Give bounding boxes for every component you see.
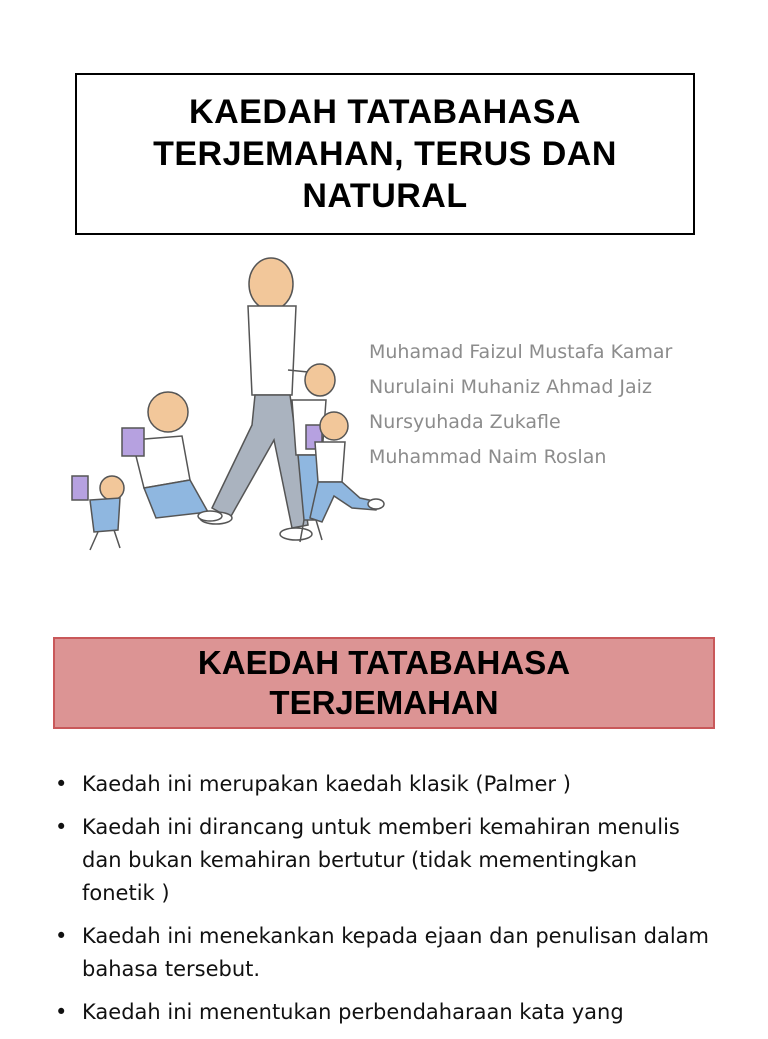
bullet-dot: • bbox=[55, 924, 68, 948]
bullet-text: Kaedah ini dirancang untuk memberi kemahiran menulis dan bukan kemahiran bertutur (tidak mementingkan fonetik ) bbox=[82, 815, 680, 905]
bullet-text: Kaedah ini menentukan perbendaharaan kata yang bbox=[82, 1000, 624, 1024]
woman-figure bbox=[122, 392, 222, 521]
bullet-dot: • bbox=[55, 815, 68, 839]
bullet-item bbox=[55, 811, 715, 910]
author-list bbox=[369, 335, 672, 475]
bullet-item bbox=[55, 768, 715, 801]
author-name: Nursyuhada Zukafle bbox=[369, 411, 561, 433]
man-figure bbox=[200, 258, 318, 540]
bullet-text: Kaedah ini menekankan kepada ejaan dan penulisan dalam bahasa tersebut. bbox=[82, 924, 710, 981]
bullet-item bbox=[55, 996, 715, 1029]
bullet-dot: • bbox=[55, 1000, 68, 1024]
section-heading: KAEDAH TATABAHASA TERJEMAHAN bbox=[197, 644, 571, 721]
bullet-list bbox=[55, 768, 715, 1039]
walking-family-illustration bbox=[60, 250, 400, 570]
bullet-item bbox=[55, 920, 715, 986]
author-name: Muhammad Naim Roslan bbox=[369, 446, 607, 468]
author-name: Nurulaini Muhaniz Ahmad Jaiz bbox=[369, 376, 652, 398]
author-name: Muhamad Faizul Mustafa Kamar bbox=[369, 341, 673, 363]
child-figure bbox=[72, 476, 124, 550]
title-box bbox=[75, 73, 695, 235]
section-heading-box bbox=[53, 637, 715, 729]
bullet-dot: • bbox=[55, 772, 68, 796]
bullet-text: Kaedah ini merupakan kaedah klasik (Palmer ) bbox=[82, 772, 571, 796]
slide-title: KAEDAH TATABAHASA TERJEMAHAN, TERUS DAN NATURAL bbox=[153, 93, 617, 215]
